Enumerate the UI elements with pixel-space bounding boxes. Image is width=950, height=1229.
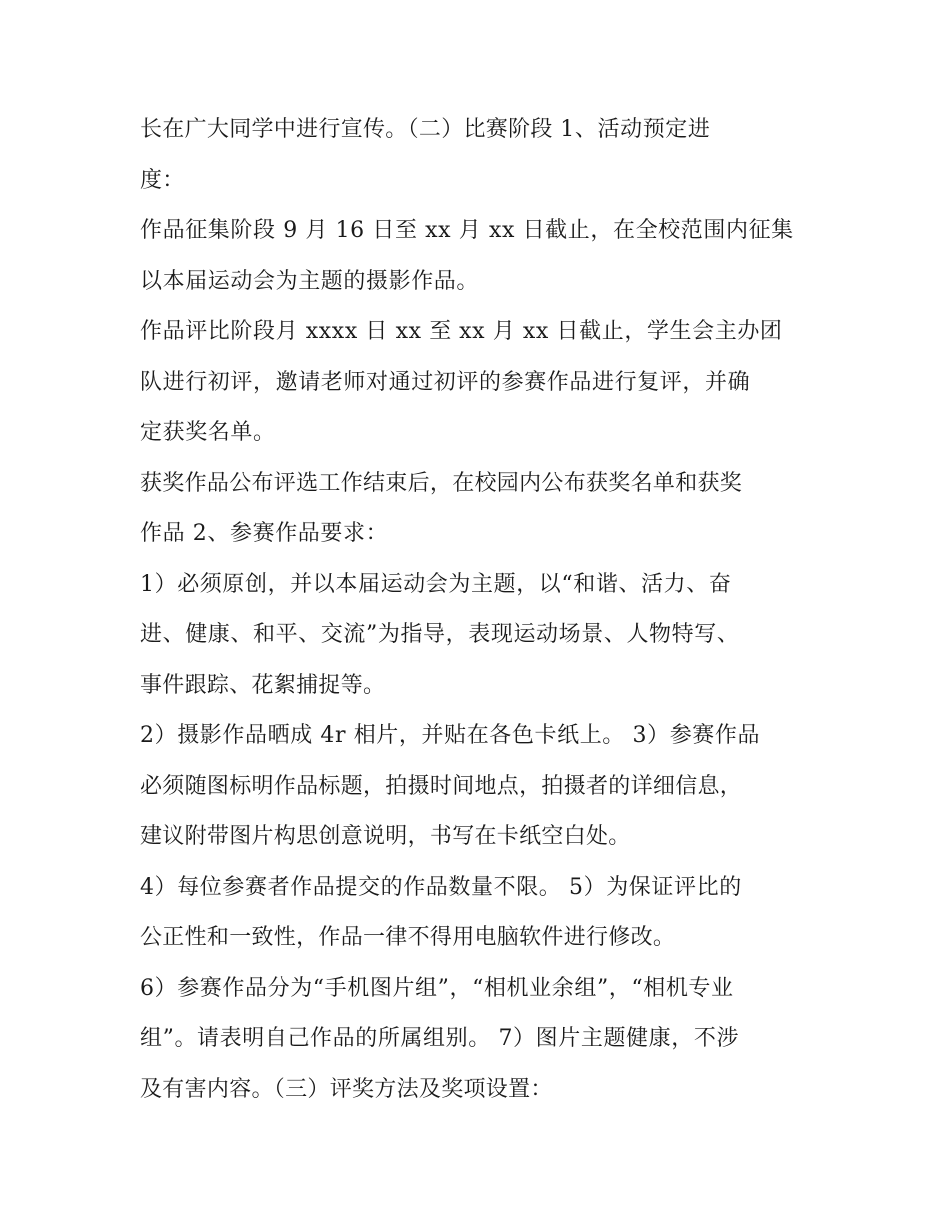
text-line <box>140 811 820 862</box>
text-segment: 至 <box>429 319 452 344</box>
text-segment: 公正性和一致性，作品一律不得用电脑软件进行修改。 <box>140 925 676 950</box>
text-line <box>140 710 820 761</box>
text-segment: 6）参赛作品分为“手机图片组”，“相机业余组”，“相机专业 <box>140 975 734 1001</box>
text-segment: 获奖作品公布评选工作结束后，在校园内公布获奖名单和获奖 <box>140 470 743 496</box>
text-line <box>140 155 820 206</box>
text-line <box>140 104 820 155</box>
text-line <box>140 306 820 357</box>
text-line <box>140 912 820 963</box>
text-line <box>140 458 820 509</box>
text-segment: 1、活动预定进 <box>552 117 711 142</box>
text-segment: 建议附带图片构思创意说明，书写在卡纸空白处。 <box>140 824 631 849</box>
text-segment: 1）必须原创，并以本届运动会为主题，以“和谐、活力、奋 <box>140 571 732 597</box>
text-line <box>140 862 820 913</box>
text-segment: 队进行初评，邀请老师对通过初评的参赛作品进行复评，并确 <box>140 369 751 395</box>
text-line <box>140 357 820 408</box>
text-line <box>140 660 820 711</box>
document-body <box>140 104 820 1114</box>
text-line <box>140 609 820 660</box>
text-line <box>140 1064 820 1115</box>
text-segment: 作品 2、参赛作品要求： <box>140 521 389 546</box>
text-segment: xx 月 xx 日截止，学生会主办团 <box>451 319 783 344</box>
text-segment: 作品评比阶段月 xxxx 日 xx <box>140 319 430 344</box>
text-segment: 4）每位参赛者作品提交的作品数量不限。 5）为保证评比的 <box>140 874 742 900</box>
text-line <box>140 205 820 256</box>
text-line <box>140 256 820 307</box>
text-segment: 长在广大同学中进行宣传。（二）比赛阶段 <box>140 117 553 142</box>
text-segment: 必须随图标明作品标题，拍摄时间地点，拍摄者的详细信息， <box>140 773 743 799</box>
text-line <box>140 761 820 812</box>
text-line <box>140 1013 820 1064</box>
text-segment: 事件跟踪、花絮捕捉等。 <box>140 672 386 698</box>
text-segment: 度： <box>140 167 185 193</box>
text-segment: 进、健康、和平、交流”为指导，表现运动场景、人物特写、 <box>140 622 740 647</box>
text-segment: 组”。请表明自己作品的所属组别。 7）图片主题健康，不涉 <box>140 1026 740 1051</box>
text-segment: 及有害内容。（三）评奖方法及奖项设置： <box>140 1076 553 1102</box>
text-segment: 作品征集阶段 9 月 16 日至 xx 月 xx 日截止，在全校范围内征集 <box>140 218 794 243</box>
text-line <box>140 407 820 458</box>
text-segment: 2）摄影作品晒成 4r 相片，并贴在各色卡纸上。 3）参赛作品 <box>140 723 761 748</box>
text-segment: 以本届运动会为主题的摄影作品。 <box>140 268 480 294</box>
text-line <box>140 963 820 1014</box>
text-line <box>140 559 820 610</box>
text-line <box>140 508 820 559</box>
text-segment: 定获奖名单。 <box>140 420 276 445</box>
